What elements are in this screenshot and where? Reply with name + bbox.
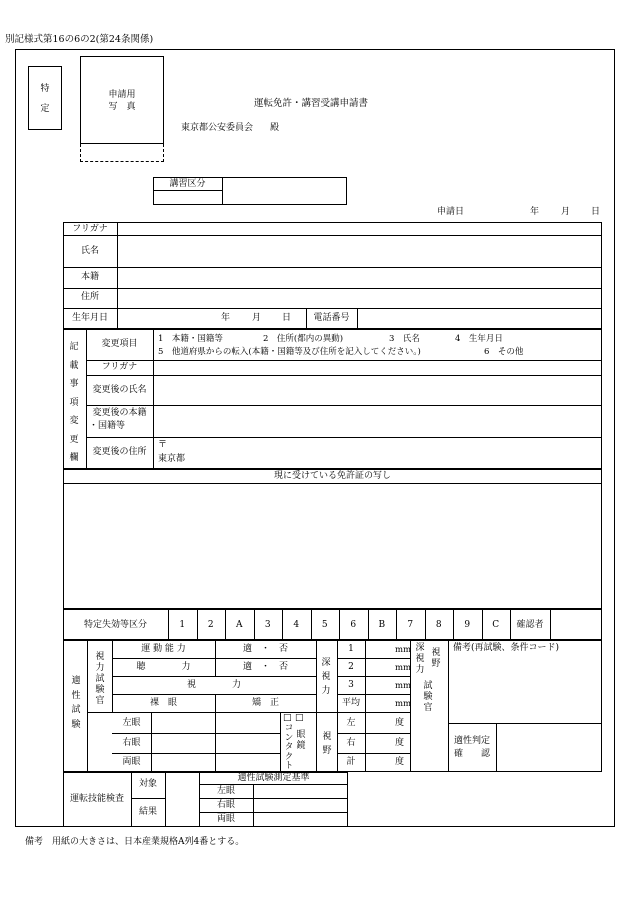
naked-eye-label: 裸 眼	[149, 698, 177, 708]
form-reference: 別記様式第16の6の2(第24条関係)	[5, 34, 154, 45]
field-right-unit: 度	[395, 738, 405, 748]
contact-label: コンタクト	[284, 723, 294, 771]
driving-result-label: 結果	[138, 807, 157, 817]
both-eyes-label: 両眼	[122, 757, 141, 767]
change-furigana-label: フリガナ	[101, 362, 138, 372]
hearing-value[interactable]: 適 ・ 否	[242, 662, 288, 672]
address-field[interactable]	[118, 289, 601, 308]
birth-month: 月	[252, 313, 262, 323]
depth-row-number: 3	[348, 680, 354, 690]
effect-cell[interactable]: 5	[321, 620, 328, 630]
postal-mark: 〒	[158, 440, 168, 450]
corrected-both-field[interactable]	[216, 754, 280, 772]
new-address-field[interactable]	[190, 438, 601, 469]
tokutei-label: 特定	[40, 84, 50, 114]
glasses-label: 眼鏡	[296, 730, 306, 751]
change-option-1[interactable]: 1 本籍・国籍等	[158, 334, 223, 344]
course-field[interactable]	[223, 178, 346, 204]
field-right-label: 右	[346, 738, 356, 748]
standard-both-label: 両眼	[216, 814, 235, 824]
depth-row-number: 1	[348, 644, 354, 654]
phone-label: 電話番号	[313, 313, 350, 323]
effect-label: 特定失効等区分	[83, 620, 147, 630]
standard-left-label: 左眼	[216, 786, 235, 796]
corrected-left-field[interactable]	[216, 713, 280, 733]
photo-box[interactable]	[80, 56, 164, 144]
honseki-label: 本籍	[80, 272, 99, 282]
right-eye-label: 右眼	[122, 738, 141, 748]
glasses-checkbox[interactable]: □	[295, 713, 304, 723]
effect-cell[interactable]: 2	[207, 620, 214, 630]
depth-vision-label: 深視力	[321, 658, 331, 696]
depth-row-unit: mm	[395, 681, 412, 691]
naked-both-field[interactable]	[152, 754, 215, 772]
effect-cell[interactable]: C	[492, 620, 500, 630]
vision-label: 視 力	[186, 680, 241, 690]
birth-label: 生年月日	[71, 313, 108, 323]
birth-field[interactable]	[118, 309, 306, 329]
new-address-label: 変更後の住所	[92, 447, 147, 457]
addressee-suffix: 殿	[270, 123, 280, 133]
furigana-label: フリガナ	[72, 224, 108, 234]
new-name-label: 変更後の氏名	[92, 385, 147, 395]
name-label: 氏名	[80, 246, 99, 256]
vision-officer-label: 視力試験官	[95, 652, 105, 706]
confirmer-field[interactable]	[551, 610, 601, 639]
remarks-label: 備考(再試験、条件コード)	[453, 643, 560, 653]
field-left-label: 左	[346, 718, 356, 728]
field-total-unit: 度	[395, 757, 405, 767]
standard-right-label: 右眼	[216, 800, 235, 810]
honseki-field[interactable]	[118, 268, 601, 288]
change-option-3[interactable]: 3 氏名	[389, 334, 420, 344]
date-year: 年	[530, 207, 540, 217]
phone-field[interactable]	[358, 309, 601, 329]
corrected-right-field[interactable]	[216, 734, 280, 753]
field-total-label: 計	[346, 757, 356, 767]
depth-officer-label-a: 深視力	[415, 643, 425, 675]
driving-target-field[interactable]	[166, 773, 199, 798]
naked-left-field[interactable]	[152, 713, 215, 733]
motor-value[interactable]: 適 ・ 否	[242, 644, 288, 654]
footnote: 備考 用紙の大きさは、日本産業規格A列4番とする。	[25, 837, 245, 847]
effect-cell[interactable]: 3	[264, 620, 271, 630]
judge-label-1: 適性判定	[453, 736, 490, 746]
new-honseki-label-2: ・国籍等	[89, 421, 126, 431]
change-furigana-field[interactable]	[154, 361, 601, 375]
new-name-field[interactable]	[154, 376, 601, 405]
date-day: 日	[591, 207, 601, 217]
depth-row-unit: mm	[395, 663, 412, 673]
date-label: 申請日	[437, 207, 465, 217]
effect-cell[interactable]: A	[236, 620, 243, 630]
change-option-5[interactable]: 5 他道府県からの転入(本籍・国籍等及び住所を記入してください。)	[158, 347, 421, 357]
effect-cell[interactable]: B	[378, 620, 386, 630]
license-copy-label: 現に受けている免許証の写し	[273, 471, 391, 481]
date-month: 月	[561, 207, 571, 217]
birth-day: 日	[282, 313, 292, 323]
naked-right-field[interactable]	[152, 734, 215, 753]
name-field[interactable]	[118, 236, 601, 267]
effect-cell[interactable]: 8	[435, 620, 442, 630]
hearing-label: 聴 力	[136, 662, 191, 672]
effect-cell[interactable]: 1	[179, 620, 186, 630]
license-copy-area[interactable]	[63, 469, 602, 609]
change-item-label: 変更項目	[101, 339, 138, 349]
address-label: 住所	[80, 292, 99, 302]
confirmer-label: 確認者	[516, 620, 544, 630]
photo-label-2: 写 真	[108, 102, 136, 112]
depth-row-unit: mm	[395, 645, 412, 655]
photo-box-extension	[80, 144, 164, 162]
effect-cell[interactable]: 9	[464, 620, 471, 630]
aptitude-side-label: 適性試験	[71, 676, 81, 730]
change-option-2[interactable]: 2 住所(都内の異動)	[263, 334, 344, 344]
effect-cell[interactable]: 4	[293, 620, 300, 630]
tokyo-prefix: 東京都	[158, 454, 186, 464]
effect-cell[interactable]: 6	[350, 620, 357, 630]
form-title: 運転免許・講習受講申請書	[254, 98, 369, 109]
field-left-unit: 度	[395, 718, 405, 728]
driving-result-field[interactable]	[166, 799, 199, 827]
change-option-6[interactable]: 6 その他	[484, 347, 524, 357]
motor-label: 運 動 能 力	[141, 644, 186, 654]
corrected-label: 矯 正	[251, 698, 279, 708]
course-label: 講習区分	[169, 179, 206, 189]
depth-average-unit: mm	[395, 699, 412, 709]
depth-officer-label-c: 試験官	[423, 681, 433, 713]
contact-checkbox[interactable]: □	[283, 713, 292, 723]
remarks-field[interactable]	[449, 656, 601, 723]
depth-officer-label-b: 視野	[431, 648, 441, 669]
judge-label-2: 確 認	[453, 749, 490, 759]
depth-row-number: 2	[348, 662, 354, 672]
birth-year: 年	[221, 313, 231, 323]
change-side-label: 記載事項変更欄	[69, 342, 79, 463]
field-vision-label: 視野	[322, 732, 332, 756]
standard-label: 適性試験測定基準	[237, 773, 310, 783]
driving-test-label: 運転技能検査	[69, 794, 124, 804]
judge-field[interactable]	[497, 724, 601, 772]
left-eye-label: 左眼	[122, 718, 141, 728]
effect-cell[interactable]: 7	[407, 620, 414, 630]
photo-label-1: 申請用	[108, 90, 136, 100]
driving-target-label: 対象	[138, 779, 157, 789]
addressee: 東京都公安委員会	[181, 123, 254, 133]
furigana-field[interactable]	[118, 223, 601, 235]
depth-average-label: 平均	[341, 698, 360, 708]
change-option-4[interactable]: 4 生年月日	[455, 334, 503, 344]
new-honseki-label-1: 変更後の本籍	[92, 408, 147, 418]
new-honseki-field[interactable]	[154, 406, 601, 437]
